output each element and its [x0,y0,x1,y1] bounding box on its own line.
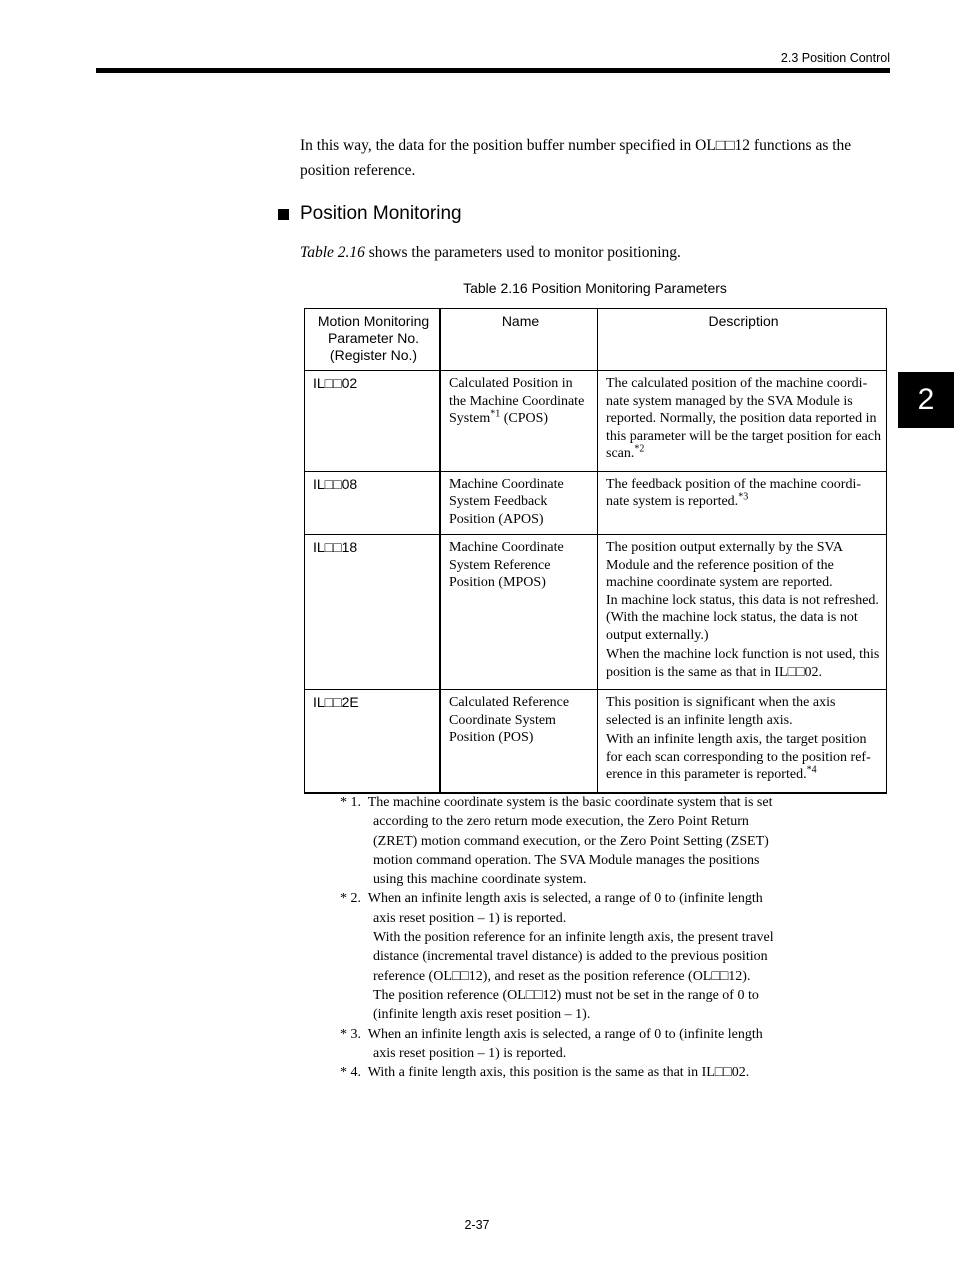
table-header-row [305,309,887,371]
section-title: Position Monitoring [300,203,462,224]
footnote [340,1063,785,1082]
table-row [305,371,887,472]
chapter-tab: 2 [898,372,954,428]
footnote-ref: *2 [634,443,645,455]
section-heading [278,203,462,225]
intro-paragraph: In this way, the data for the position buffer number specified in OL□□12 functions as the position reference. [300,137,852,179]
footnote-label: * 2. [340,891,361,907]
description-text-2 [606,731,881,784]
footnote-ref: *1 [490,408,501,420]
description-body: The feedback position of the machine coordi-nate system is reported. [606,476,862,509]
square-bullet-icon [278,209,289,220]
header-param-no: Motion Monitoring Parameter No. (Register No.) [305,309,441,371]
footnote-text-3: The position reference (OL□□12) must not be set in the range of 0 to (infinite length axis reset position – 1). [373,987,759,1023]
footnote-label: * 3. [340,1026,361,1042]
running-header: 2.3 Position Control [780,51,890,65]
name-cell [440,371,598,472]
table-caption: Table 2.16 Position Monitoring Parameters [463,280,727,296]
footnote-text: When an infinite length axis is selected, a range of 0 to (infinite length axis reset position – 1) is reported. [367,891,763,926]
footnotes [340,793,785,1082]
table-row [305,535,887,690]
table-row [305,471,887,535]
header-rule [96,68,890,73]
name-cell: Machine Coordinate System Reference Position (MPOS) [440,535,598,690]
description-text: This position is significant when the axis selected is an infinite length axis. [606,695,836,728]
footnote-label: * 1. [340,795,361,810]
name-suffix: (CPOS) [500,411,549,426]
footnote [340,889,785,1024]
name-cell: Machine Coordinate System Feedback Position (APOS) [440,471,598,535]
param-cell: IL□□2E [305,690,441,793]
position-monitoring-table [304,308,887,794]
header-name: Name [440,309,598,371]
footnote-ref: *4 [806,764,817,776]
description-text: The position output externally by the SVA Module and the reference position of the machine coordinate system are reported. [606,540,843,590]
name-text: Calculated Position in the Machine Coordinate System [449,376,585,426]
footnote-text: With a finite length axis, this position is the same as that in IL□□02. [367,1065,750,1081]
table-reference: Table 2.16 [300,244,365,261]
footnote-text: The machine coordinate system is the basic coordinate system that is set according to the zero return mode execution, the Zero Point Return (ZRET) motion command execution, or the Zero Point Setting (ZSET) motion command operation. The SVA Module manages the positions using this machine coordinate system. [367,795,773,888]
description-text [606,375,881,463]
description-cell [598,371,887,472]
footnote-text: When an infinite length axis is selected, a range of 0 to (infinite length axis reset position – 1) is reported. [367,1026,763,1061]
page-number: 2-37 [464,1218,490,1232]
description-cell [598,471,887,535]
table-row [305,690,887,793]
param-cell: IL□□18 [305,535,441,690]
description-cell [598,690,887,793]
footnote-text-2: With the position reference for an infinite length axis, the present travel distance (incremental travel distance) is added to the previous position reference (OL□□12), and reset as the position reference (OL□□12). [373,930,774,984]
table-intro-text: shows the parameters used to monitor positioning. [364,244,681,261]
param-cell: IL□□02 [305,371,441,472]
name-cell: Calculated Reference Coordinate System Position (POS) [440,690,598,793]
header-description: Description [598,309,887,371]
description-body: The calculated position of the machine coordi-nate system managed by the SVA Module is reported. Normally, the position data reported in this parameter will be the target position for each scan. [606,376,881,461]
footnote-ref: *3 [738,491,749,503]
description-text-2: In machine lock status, this data is not refreshed. (With the machine lock status, the data is not output externally.) [606,592,879,643]
footnote [340,1025,785,1064]
description-cell [598,535,887,690]
description-text-3: When the machine lock function is not used, this position is the same as that in IL□□02. [606,647,880,680]
description-body: With an infinite length axis, the target position for each scan corresponding to the position ref-erence in this parameter is reported. [606,732,871,782]
footnote [340,793,785,889]
param-cell: IL□□08 [305,471,441,535]
description-text [606,476,881,511]
footnote-label: * 4. [340,1065,361,1081]
table-intro [300,244,681,262]
